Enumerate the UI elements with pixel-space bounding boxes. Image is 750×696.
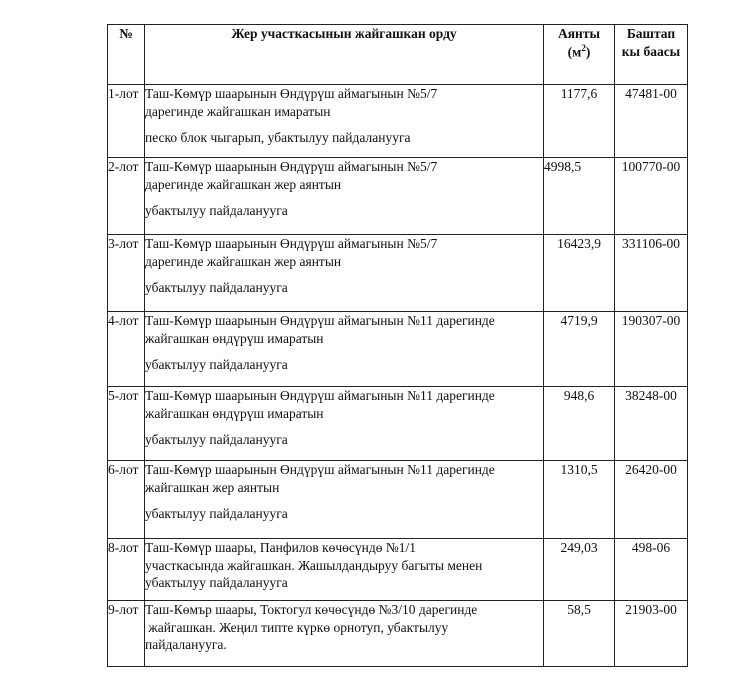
lot-area: 249,03 <box>544 539 615 601</box>
lot-price: 47481-00 <box>615 85 688 158</box>
description-line: дарегинде жайгашкан жер аянтын <box>145 253 342 269</box>
description-line: Таш-Көмүр шаарынын Өндүрүш аймагынын №5/7 <box>145 86 438 101</box>
description-line: Таш-Көмүр шаарынын Өндүрүш аймагынын №11 дарегинде <box>145 462 495 477</box>
description-line: убактылуу пайдаланууга <box>145 357 288 373</box>
lot-number: 2-лот <box>108 158 145 235</box>
header-number: № <box>108 25 145 85</box>
lot-number: 6-лот <box>108 461 145 539</box>
header-area <box>544 25 615 85</box>
description-line: жайгашкан өндүрүш имаратын <box>145 330 324 346</box>
lot-number: 5-лот <box>108 387 145 461</box>
header-price-line1: Баштап <box>626 26 676 41</box>
description-line: убактылуу пайдаланууга <box>145 280 288 296</box>
lot-description <box>145 601 544 667</box>
description-line: Таш-Көмүр шаарынын Өндүрүш аймагынын №5/7 <box>145 159 438 174</box>
description-line: Таш-Көмүр шаарынын Өндүрүш аймагынын №5/7 <box>145 236 438 251</box>
table-header-row <box>108 25 688 85</box>
description-line: Таш-Көмүр шаарынын Өндүрүш аймагынын №11 дарегинде <box>145 388 495 403</box>
description-line: Таш-Көмүр шаары, Панфилов көчөсүндө №1/1 <box>145 540 417 555</box>
lot-area: 4998,5 <box>544 158 615 235</box>
lot-number: 3-лот <box>108 235 145 312</box>
header-area-line1: Аянты <box>557 26 600 41</box>
table-row <box>108 235 688 312</box>
description-line: жайгашкан. Жеңил типте күркө орнотуп, убактылуу <box>145 619 449 635</box>
description-line: убактылуу пайдаланууга <box>145 575 288 591</box>
lot-description <box>145 387 544 461</box>
lot-price: 100770-00 <box>615 158 688 235</box>
table-row <box>108 461 688 539</box>
description-line: жайгашкан жер аянтын <box>145 479 280 495</box>
lot-price: 190307-00 <box>615 312 688 387</box>
lot-number: 4-лот <box>108 312 145 387</box>
lot-price: 38248-00 <box>615 387 688 461</box>
lot-area: 1177,6 <box>544 85 615 158</box>
header-price <box>615 25 688 85</box>
header-location: Жер участкасынын жайгашкан орду <box>145 25 544 85</box>
description-line: участкасында жайгашкан. Жашылдандыруу багыты менен <box>145 557 483 573</box>
table-row <box>108 312 688 387</box>
header-area-close: ) <box>585 44 591 60</box>
description-line: убактылуу пайдаланууга <box>145 432 288 448</box>
lot-price: 21903-00 <box>615 601 688 667</box>
description-line: дарегинде жайгашкан жер аянтын <box>145 176 342 192</box>
lot-area: 948,6 <box>544 387 615 461</box>
lot-description <box>145 461 544 539</box>
lot-number: 8-лот <box>108 539 145 601</box>
lot-area: 58,5 <box>544 601 615 667</box>
lot-area: 16423,9 <box>544 235 615 312</box>
lot-price: 26420-00 <box>615 461 688 539</box>
description-line: песко блок чыгарып, убактылуу пайдаланууга <box>145 130 411 146</box>
description-line: Таш-Көмър шаары, Токтогул көчөсүндө №3/10 дарегинде <box>145 602 478 617</box>
description-line: дарегинде жайгашкан имаратын <box>145 103 331 119</box>
lot-description <box>145 158 544 235</box>
description-line: Таш-Көмүр шаарынын Өндүрүш аймагынын №11 дарегинде <box>145 313 495 328</box>
lot-description <box>145 312 544 387</box>
description-line: убактылуу пайдаланууга <box>145 506 288 522</box>
lot-area: 4719,9 <box>544 312 615 387</box>
lot-description <box>145 539 544 601</box>
lots-table <box>107 24 688 667</box>
table-row <box>108 158 688 235</box>
table-row <box>108 601 688 667</box>
lot-price: 498-06 <box>615 539 688 601</box>
lot-description <box>145 85 544 158</box>
table-row <box>108 85 688 158</box>
lot-number: 9-лот <box>108 601 145 667</box>
table-row <box>108 539 688 601</box>
table-row <box>108 387 688 461</box>
lot-number: 1-лот <box>108 85 145 158</box>
description-line: убактылуу пайдаланууга <box>145 203 288 219</box>
lot-area: 1310,5 <box>544 461 615 539</box>
description-line: жайгашкан өндүрүш имаратын <box>145 405 324 421</box>
header-area-line2: (м <box>567 44 582 60</box>
header-area-sup: 2 <box>581 42 586 53</box>
lot-description <box>145 235 544 312</box>
lot-price: 331106-00 <box>615 235 688 312</box>
header-price-line2: кы баасы <box>621 43 681 59</box>
description-line: пайдаланууга. <box>145 637 227 653</box>
